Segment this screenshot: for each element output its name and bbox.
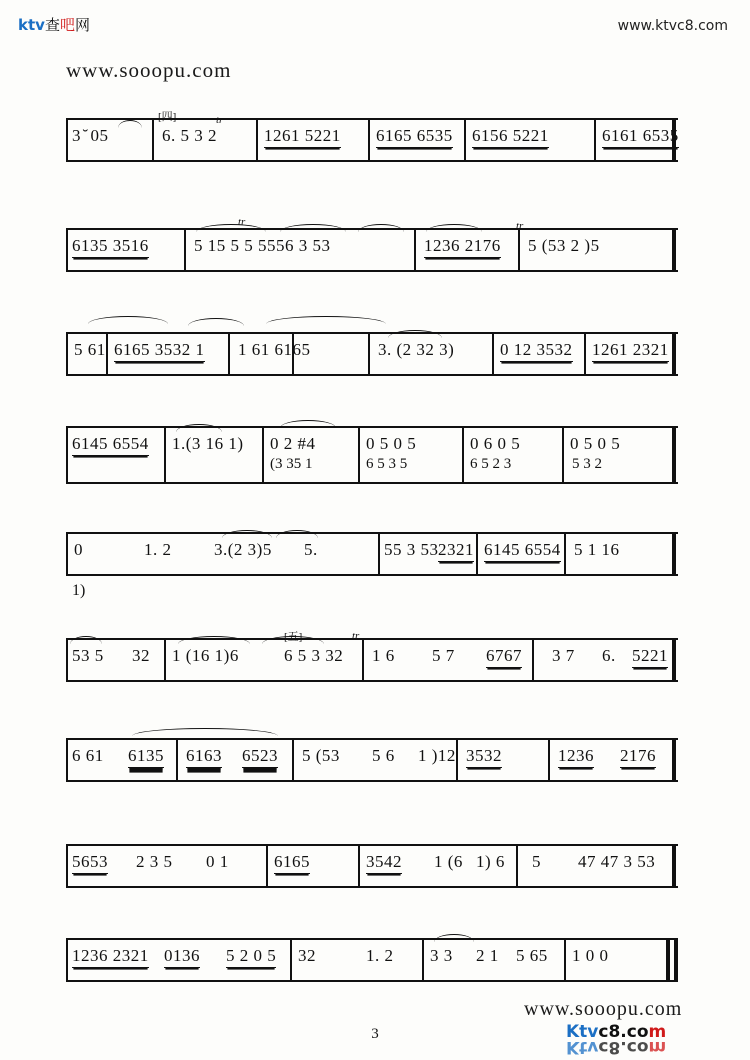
system-7-notes [66, 746, 678, 776]
system-7-slur-1 [132, 728, 278, 736]
system-1-measure-1: 3 ̆ 05 [72, 126, 109, 145]
system-5-measure-4: 5. [304, 540, 318, 559]
watermark-ktv-text: ktv [18, 16, 45, 34]
system-9-measure-3: 5 2 0 5 [226, 946, 276, 968]
system-7-measure-6: 5 6 [372, 746, 395, 765]
system-3-slur-1 [88, 316, 168, 324]
system-7-measure-5: 5 (53 [302, 746, 340, 765]
system-6-measure-9: 6. [602, 646, 616, 665]
music-system-1 [66, 111, 679, 180]
system-1-trill-1: tr [216, 114, 224, 126]
system-6-measure-10: 5221 [632, 646, 668, 668]
system-9-measure-2: 0136 [164, 946, 200, 968]
system-8-measure-8: 5 [532, 852, 541, 871]
system-6-measure-6: 5 7 [432, 646, 455, 665]
watermark-sooopu-top: www.sooopu.com [66, 58, 232, 82]
system-6-measure-3: 1 (16 1)6 [172, 646, 239, 665]
system-3-measure-3: 1 61 6165 [238, 340, 311, 359]
watermark-wang: 网 [74, 16, 90, 34]
system-3-measure-5: 0 12 3532 [500, 340, 573, 362]
system-6-notes [66, 646, 678, 676]
system-2-measure-2: 5 15 5 5 5556 3 53 [194, 236, 331, 255]
watermark-bottom-m: m [648, 1022, 667, 1042]
system-1-measure-3: 1261 5221 [264, 126, 341, 148]
system-4-measure-5: 0 6 0 5 [470, 434, 521, 453]
system-5-measure-7: 6145 6554 [484, 540, 561, 562]
system-2-measure-3: 1236 2176 [424, 236, 501, 258]
system-2-slur-4 [426, 224, 482, 232]
system-3-measure-2: 6165 3532 1 [114, 340, 205, 362]
watermark-top-left [18, 14, 90, 35]
system-3-measure-1: 5 61 [74, 340, 106, 359]
system-2-measure-1: 6135 3516 [72, 236, 149, 258]
watermark-bottom-mirror: Ktvc8.com [566, 1037, 667, 1057]
system-4-measure-1: 6145 6554 [72, 434, 149, 456]
system-9-measure-8: 5 65 [516, 946, 548, 965]
system-4-lower-measure-4: 5 3 2 [572, 456, 602, 472]
music-system-6 [66, 630, 678, 700]
watermark-cha: 查 [44, 16, 60, 34]
system-9-measure-6: 3 3 [430, 946, 453, 965]
music-system-4 [66, 426, 678, 498]
system-9-measure-5: 1. 2 [366, 946, 394, 965]
watermark-sooopu-bottom: www.sooopu.com [524, 998, 683, 1020]
system-2-trill-2: tr [516, 220, 524, 232]
system-7-measure-10: 2176 [620, 746, 656, 768]
system-5-measure-2: 1. 2 [144, 540, 172, 559]
music-system-3 [66, 332, 678, 394]
system-6-measure-1: 53 5 [72, 646, 104, 665]
system-3-slur-2 [188, 318, 244, 326]
system-9-measure-4: 32 [298, 946, 316, 965]
system-2-trill-1: tr [238, 216, 246, 228]
system-6-measure-4: 6 5 3 32 [284, 646, 344, 665]
system-9-measure-9: 1 0 0 [572, 946, 609, 965]
system-1-measure-4: 6165 6535 [376, 126, 453, 148]
system-7-measure-1: 6 61 [72, 746, 104, 765]
system-8-measure-3: 0 1 [206, 852, 229, 871]
system-6-measure-5: 1 6 [372, 646, 395, 665]
system-1-measure-2: 6. 5 3 2 [162, 126, 217, 145]
system-4-measure-2: 1.(3 16 1) [172, 434, 244, 453]
watermark-ba: 吧 [59, 16, 75, 34]
system-9-measure-1: 1236 2321 [72, 946, 149, 968]
system-4-measure-6: 0 5 0 5 [570, 434, 621, 453]
music-system-2 [66, 216, 678, 290]
system-8-measure-1: 5653 [72, 852, 108, 874]
music-system-5 [66, 532, 678, 602]
music-system-7 [66, 738, 678, 800]
watermark-top-right: www.ktvc8.com [617, 18, 728, 34]
system-2-measure-4: 5 (53 2 )5 [528, 236, 600, 255]
system-4-lower-measure-2: 6 5 3 5 [366, 456, 408, 472]
system-6-measure-2: 32 [132, 646, 150, 665]
system-9-slur-1 [434, 934, 474, 942]
system-8-measure-9: 47 47 3 53 [578, 852, 656, 871]
system-6-measure-7: 6767 [486, 646, 522, 668]
system-7-measure-8: 3532 [466, 746, 502, 768]
system-1-measure-5: 6156 5221 [472, 126, 549, 148]
system-3-measure-6: 1261 2321 [592, 340, 669, 362]
system-8-measure-7: 1) 6 [476, 852, 505, 871]
system-7-measure-9: 1236 [558, 746, 594, 768]
system-3-measure-4: 3. (2 32 3) [378, 340, 455, 359]
system-5-measure-6: 2321 [438, 540, 474, 562]
system-2-slur-1 [196, 224, 266, 232]
system-3-slur-3 [266, 316, 386, 324]
system-5-notes [66, 540, 678, 570]
system-5-measure-1: 0 [74, 540, 83, 559]
system-4-lower-measure-3: 6 5 2 3 [470, 456, 512, 472]
system-7-measure-4: 6523 [242, 746, 278, 768]
system-3-notes [66, 340, 678, 370]
system-2-slur-3 [358, 224, 404, 232]
watermark-bottom-c8: c8.co [598, 1022, 649, 1042]
system-4-slur-2 [280, 420, 336, 428]
system-6-measure-8: 3 7 [552, 646, 575, 665]
section-marker-si: [四] [158, 111, 177, 123]
system-2-slur-2 [280, 224, 346, 232]
watermark-bottom-ktv-text: Ktv [566, 1022, 599, 1042]
system-7-measure-7: 1 )12 [418, 746, 456, 765]
system-8-measure-6: 1 (6 [434, 852, 463, 871]
system-8-measure-2: 2 3 5 [136, 852, 173, 871]
system-7-measure-3: 6163 [186, 746, 222, 768]
system-5-measure-8: 5 1 16 [574, 540, 620, 559]
section-marker-wu: [五] [284, 631, 303, 643]
system-4-lower-measure-1: (3 35 1 [270, 456, 313, 472]
system-6-trill-1: tr [352, 630, 360, 642]
system-5-measure-3: 3.(2 3)5 [214, 540, 272, 559]
system-9-notes [66, 946, 678, 976]
system-4-measure-4: 0 5 0 5 [366, 434, 417, 453]
system-8-measure-4: 6165 [274, 852, 310, 874]
system-1-notes [66, 126, 678, 156]
system-9-measure-7: 2 1 [476, 946, 499, 965]
system-8-notes [66, 852, 678, 882]
music-system-8 [66, 844, 678, 906]
system-4-measure-3: 0 2 #4 [270, 434, 316, 453]
system-5-continuation: 1) [72, 582, 86, 599]
music-system-9 [66, 938, 678, 1000]
system-2-notes [66, 236, 678, 266]
system-1-measure-6: 6161 6535 [602, 126, 679, 148]
system-8-measure-5: 3542 [366, 852, 402, 874]
system-5-measure-5: 55 3 53 [384, 540, 439, 559]
system-7-measure-2: 6135 [128, 746, 164, 768]
page-number: 3 [371, 1026, 379, 1042]
